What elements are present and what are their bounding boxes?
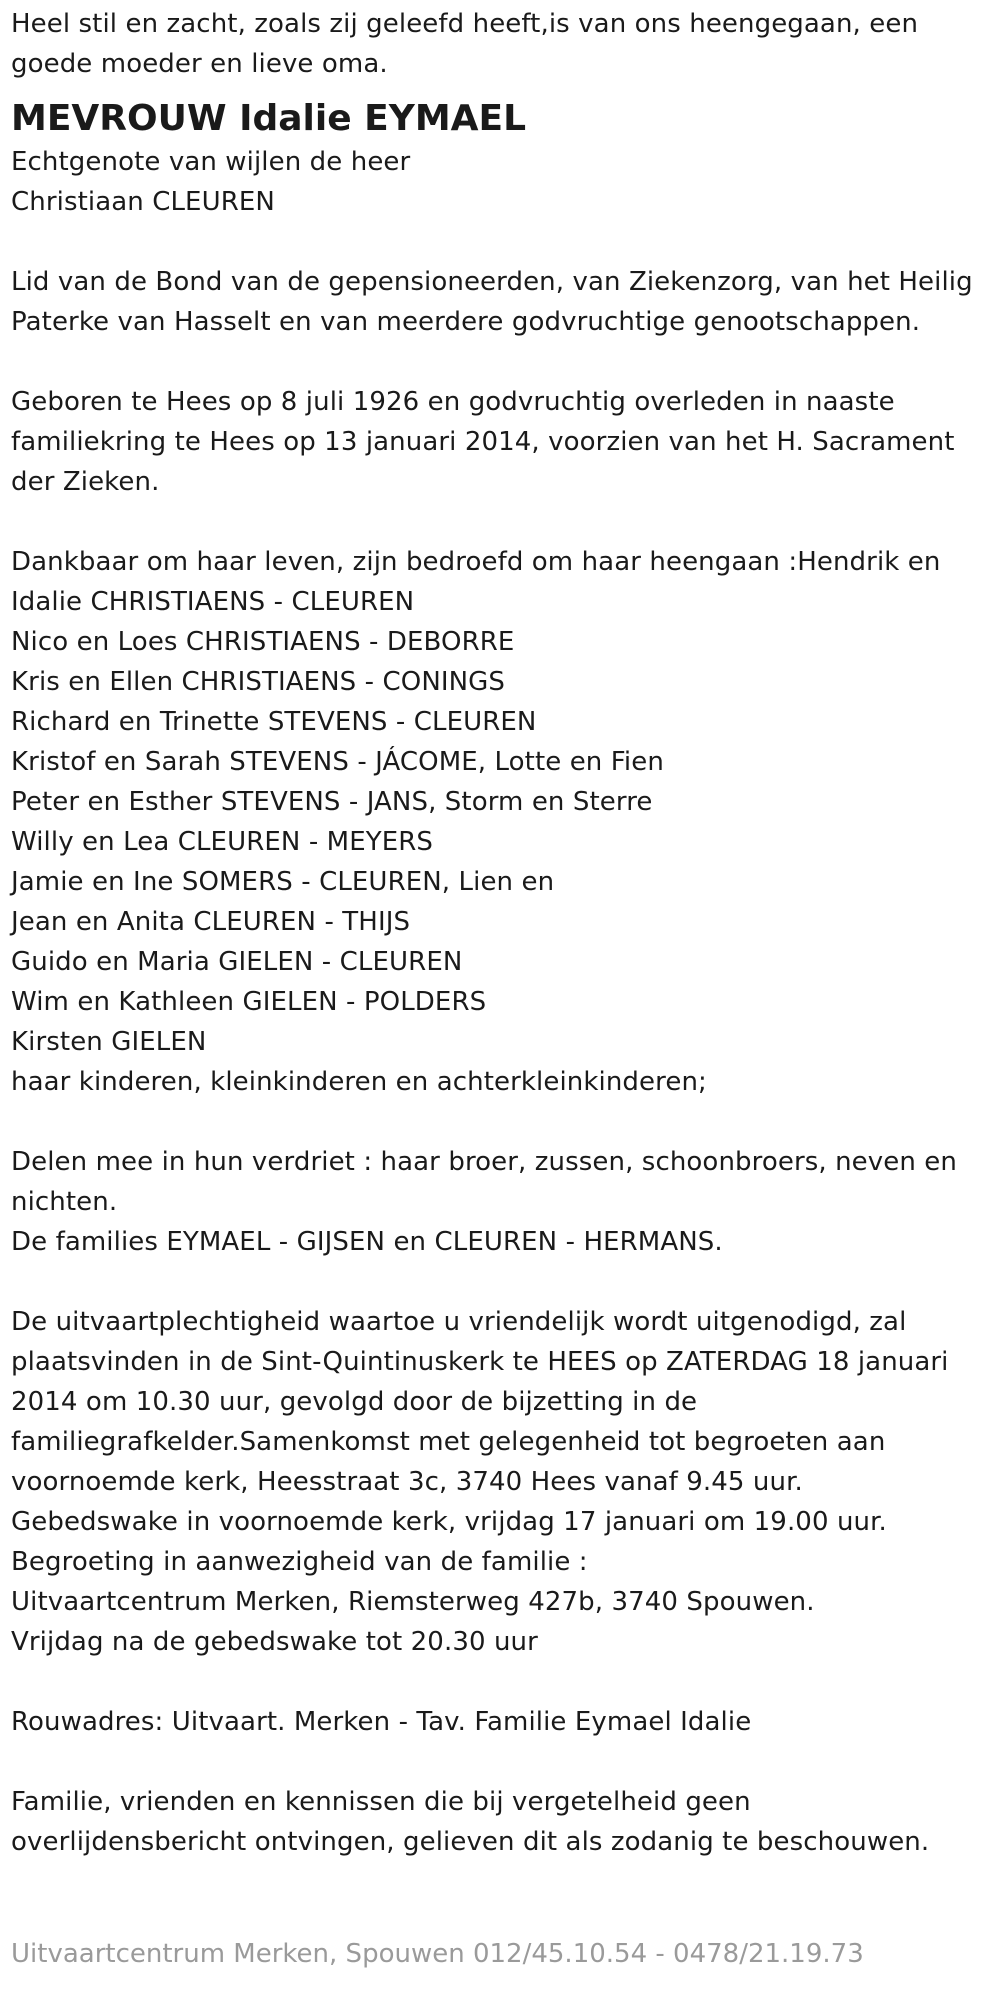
ceremony-line: 2014 om 10.30 uur, gevolgd door de bijzetting in de [11,1387,698,1417]
relatives-line: Delen mee in hun verdriet : haar broer, zussen, schoonbroers, neven en [11,1147,957,1177]
ceremony-line: familiegrafkelder.Samenkomst met gelegenheid tot begroeten aan [11,1427,886,1457]
birth-death-line: familiekring te Hees op 13 januari 2014, voorzien van het H. Sacrament [11,427,955,457]
mourners-line: Wim en Kathleen GIELEN - POLDERS [11,987,487,1017]
obituary-page [11,4,991,1862]
paragraph-spacer [11,1262,991,1302]
closing-line: Familie, vrienden en kennissen die bij vergetelheid geen [11,1787,751,1817]
mourning-address-line: Rouwadres: Uitvaart. Merken - Tav. Familie Eymael Idalie [11,1707,752,1737]
spouse-paragraph [11,142,991,222]
mourners-line: Kirsten GIELEN [11,1027,207,1057]
ceremony-line: De uitvaartplechtigheid waartoe u vriendelijk wordt uitgenodigd, zal [11,1307,907,1337]
relatives-paragraph [11,1142,991,1262]
memberships-line: Lid van de Bond van de gepensioneerden, van Ziekenzorg, van het Heilig [11,267,973,297]
funeral-home-footer: Uitvaartcentrum Merken, Spouwen 012/45.10.54 - 0478/21.19.73 [11,1939,864,1969]
mourners-line: Jamie en Ine SOMERS - CLEUREN, Lien en [11,867,555,897]
birth-death-line: der Zieken. [11,467,160,497]
birth-death-line: Geboren te Hees op 8 juli 1926 en godvruchtig overleden in naaste [11,387,895,417]
mourners-paragraph [11,542,991,1102]
closing-line: overlijdensbericht ontvingen, gelieven dit als zodanig te beschouwen. [11,1827,930,1857]
ceremony-paragraph [11,1302,991,1662]
birth-death-paragraph [11,382,991,502]
closing-paragraph [11,1782,991,1862]
mourners-line: Kristof en Sarah STEVENS - JÁCOME, Lotte en Fien [11,747,664,777]
spouse-line: Echtgenote van wijlen de heer [11,147,411,177]
ceremony-line: Gebedswake in voornoemde kerk, vrijdag 17 januari om 19.00 uur. [11,1507,887,1537]
mourners-line: Dankbaar om haar leven, zijn bedroefd om haar heengaan :Hendrik en [11,547,941,577]
paragraph-spacer [11,1662,991,1702]
memberships-line: Paterke van Hasselt en van meerdere godvruchtige genootschappen. [11,307,921,337]
paragraph-spacer [11,222,991,262]
mourners-line: Kris en Ellen CHRISTIAENS - CONINGS [11,667,506,697]
memberships-paragraph [11,262,991,342]
mourners-line: Peter en Esther STEVENS - JANS, Storm en Sterre [11,787,653,817]
paragraph-spacer [11,342,991,382]
mourners-line: Jean en Anita CLEUREN - THIJS [11,907,411,937]
ceremony-line: Vrijdag na de gebedswake tot 20.30 uur [11,1627,538,1657]
mourners-line: Willy en Lea CLEUREN - MEYERS [11,827,434,857]
intro-paragraph [11,4,991,84]
paragraph-spacer [11,502,991,542]
spouse-line: Christiaan CLEUREN [11,187,275,217]
mourners-line: Idalie CHRISTIAENS - CLEUREN [11,587,415,617]
paragraph-spacer [11,1742,991,1782]
ceremony-line: plaatsvinden in de Sint-Quintinuskerk te HEES op ZATERDAG 18 januari [11,1347,949,1377]
ceremony-line: Begroeting in aanwezigheid van de familie : [11,1547,588,1577]
mourners-line: Richard en Trinette STEVENS - CLEUREN [11,707,537,737]
ceremony-line: voornoemde kerk, Heesstraat 3c, 3740 Hees vanaf 9.45 uur. [11,1467,803,1497]
mourners-line: Guido en Maria GIELEN - CLEUREN [11,947,463,977]
deceased-name: MEVROUW Idalie EYMAEL [11,98,527,139]
intro-line: Heel stil en zacht, zoals zij geleefd heeft,is van ons heengegaan, een [11,9,919,39]
intro-line: goede moeder en lieve oma. [11,49,388,79]
mourners-line: Nico en Loes CHRISTIAENS - DEBORRE [11,627,515,657]
relatives-line: De families EYMAEL - GIJSEN en CLEUREN - HERMANS. [11,1227,723,1257]
relatives-line: nichten. [11,1187,118,1217]
paragraph-spacer [11,1102,991,1142]
ceremony-line: Uitvaartcentrum Merken, Riemsterweg 427b, 3740 Spouwen. [11,1587,815,1617]
mourners-line: haar kinderen, kleinkinderen en achterkleinkinderen; [11,1067,707,1097]
mourning-address-paragraph [11,1702,991,1742]
